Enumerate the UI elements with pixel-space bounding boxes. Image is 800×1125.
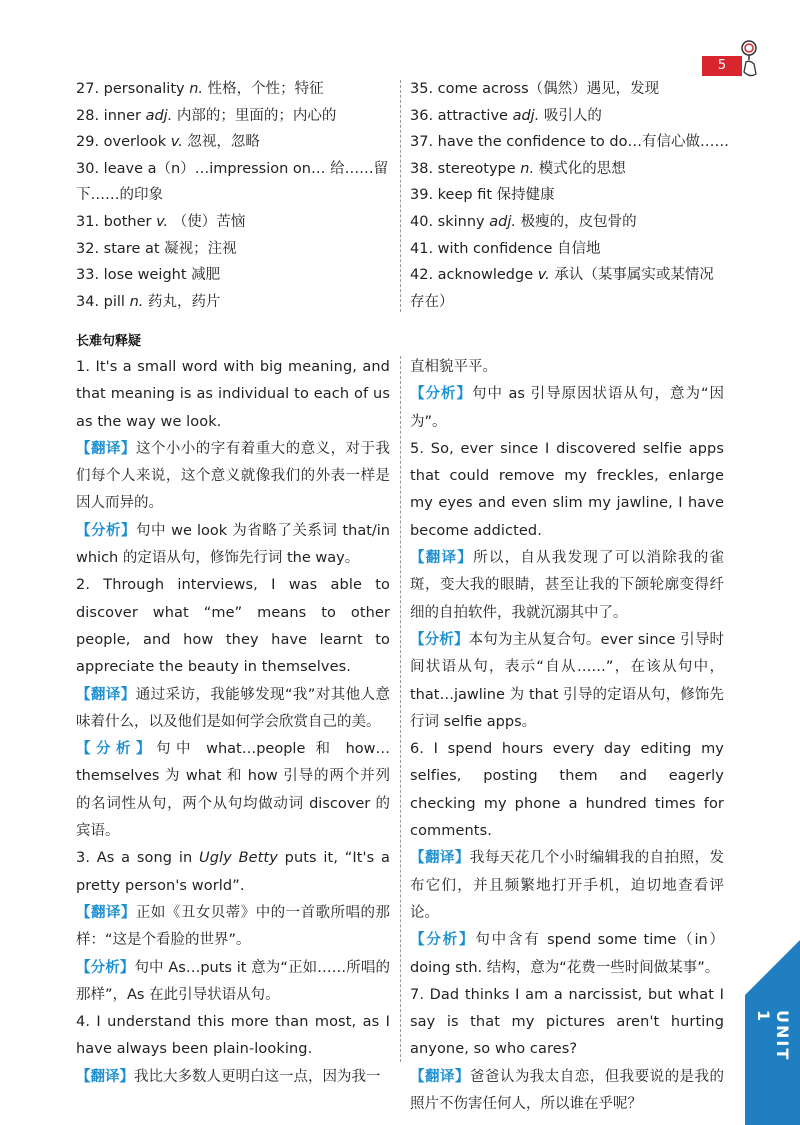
vocab-item: 37. have the confidence to do…有信心做…… xyxy=(410,134,729,151)
analysis-tag: 【分析】 xyxy=(76,959,135,976)
sentence-translation: 【翻译】爸爸认为我太自恋，但我要说的是我的照片不伤害任何人，所以谁在乎呢？ xyxy=(410,1068,725,1113)
sentences-right-column xyxy=(410,354,724,1118)
sentence-english: 5. So, ever since I discovered selfie apps that could remove my freckles, enlarge my eyes and even slim my jawline, I have become addicted. xyxy=(410,440,724,539)
column-divider-top xyxy=(400,80,401,312)
analysis-tag: 【分析】 xyxy=(410,386,472,403)
vocab-item: 27. personality n. 性格，个性；特征 xyxy=(76,81,324,97)
vocab-item: 42. acknowledge v. 承认（某事属实或某情况存在） xyxy=(410,267,714,310)
translation-tag: 【翻译】 xyxy=(76,686,136,703)
vocab-item: 34. pill n. 药丸，药片 xyxy=(76,293,221,310)
sentence-translation: 【翻译】我每天花几个小时编辑我的自拍照，发布它们，并且频繁地打开手机，迫切地查看评论。 xyxy=(410,850,725,921)
vocab-item: 30. leave a（n）…impression on… 给……留下……的印象 xyxy=(76,160,389,204)
translation-tag: 【翻译】 xyxy=(76,1068,134,1085)
translation-tag: 【翻译】 xyxy=(410,1068,470,1085)
sentence-analysis: 【分析】句中含有 spend some time（in）doing sth. 结构，意为“花费一些时间做某事”。 xyxy=(410,932,724,976)
sentence-analysis: 【分析】句中 as 引导原因状语从句，意为“因为”。 xyxy=(410,386,725,430)
vocab-item: 41. with confidence 自信地 xyxy=(410,240,601,257)
sentence-analysis: 【分析】句中 As…puts it 意为“正如……所唱的那样”，As 在此引导状语从句。 xyxy=(76,959,390,1003)
sentence-english: 3. As a song in Ugly Betty puts it, “It's a pretty person's world”. xyxy=(76,850,390,894)
sentence-english: 1. It's a small word with big meaning, and that meaning is as individual to each of us as the way we look. xyxy=(76,359,390,430)
sentence-analysis: 【分析】本句为主从复合句。ever since 引导时间状语从句，表示“自从……”，在该从句中，that…jawline 为 that 引导的定语从句，修饰先行词 selfie apps。 xyxy=(410,631,724,730)
vocab-item: 32. stare at 凝视；注视 xyxy=(76,240,237,257)
sentence-english: 2. Through interviews, I was able to discover what “me” means to other people, and how they have learnt to appreciate the beauty in themselves. xyxy=(76,577,390,676)
vocab-item: 35. come across（偶然）遇见，发现 xyxy=(410,81,660,97)
magnifier-hand-icon xyxy=(736,38,768,80)
sentence-translation-continued: 直相貌平平。 xyxy=(410,359,497,375)
vocab-list-left xyxy=(76,76,392,315)
analysis-tag: 【分析】 xyxy=(76,741,156,758)
sentence-english: 4. I understand this more than most, as I have always been plain-looking. xyxy=(76,1014,390,1058)
vocab-item: 28. inner adj. 内部的；里面的；内心的 xyxy=(76,107,337,124)
sentence-translation: 【翻译】所以，自从我发现了可以消除我的雀斑，变大我的眼睛，甚至让我的下颌轮廓变得纤细的自拍软件，我就沉溺其中了。 xyxy=(410,550,725,621)
unit-label: UNIT 1 xyxy=(754,1010,792,1062)
vocab-item: 36. attractive adj. 吸引人的 xyxy=(410,107,602,124)
vocab-item: 38. stereotype n. 模式化的思想 xyxy=(410,160,626,177)
vocab-list-right xyxy=(410,76,729,315)
sentence-english: 6. I spend hours every day editing my selfies, posting them and eagerly checking my phone a hundred times for comments. xyxy=(410,741,724,840)
sentence-translation: 【翻译】这个小小的字有着重大的意义，对于我们每个人来说，这个意义就像我们的外表一样是因人而异的。 xyxy=(76,440,391,512)
translation-tag: 【翻译】 xyxy=(76,440,136,457)
vocab-item: 39. keep fit 保持健康 xyxy=(410,187,555,204)
translation-tag: 【翻译】 xyxy=(410,550,474,567)
page-number: 5 xyxy=(702,56,742,76)
translation-tag: 【翻译】 xyxy=(410,850,470,867)
sentences-left-column xyxy=(76,354,390,1091)
vocab-item: 33. lose weight 减肥 xyxy=(76,267,221,284)
vocab-item: 31. bother v. （使）苦恼 xyxy=(76,213,246,230)
sentence-translation: 【翻译】正如《丑女贝蒂》中的一首歌所唱的那样：“这是个看脸的世界”。 xyxy=(76,904,391,949)
column-divider-bottom xyxy=(400,356,401,1062)
sentence-analysis: 【分析】句中 what…people 和 how…themselves 为 what 和 how 引导的两个并列的名词性从句，两个从句均做动词 discover 的宾语。 xyxy=(76,741,390,840)
analysis-tag: 【分析】 xyxy=(410,631,469,648)
sentence-analysis: 【分析】句中 we look 为省略了关系词 that/in which 的定语从句，修饰先行词 the way。 xyxy=(76,522,390,567)
vocab-item: 29. overlook v. 忽视，忽略 xyxy=(76,134,260,151)
sentence-english: 7. Dad thinks I am a narcissist, but what I say is that my pictures aren't hurting anyone, so who cares? xyxy=(410,986,724,1058)
analysis-tag: 【分析】 xyxy=(410,932,476,949)
sentence-translation: 【翻译】我比大多数人更明白这一点，因为我一 xyxy=(76,1068,381,1085)
sentence-translation: 【翻译】通过采访，我能够发现“我”对其他人意味着什么，以及他们是如何学会欣赏自己的美。 xyxy=(76,686,391,730)
vocab-item: 40. skinny adj. 极瘦的，皮包骨的 xyxy=(410,213,637,230)
section-title: 长难句释疑 xyxy=(76,334,142,349)
analysis-tag: 【分析】 xyxy=(76,522,137,539)
translation-tag: 【翻译】 xyxy=(76,904,136,921)
